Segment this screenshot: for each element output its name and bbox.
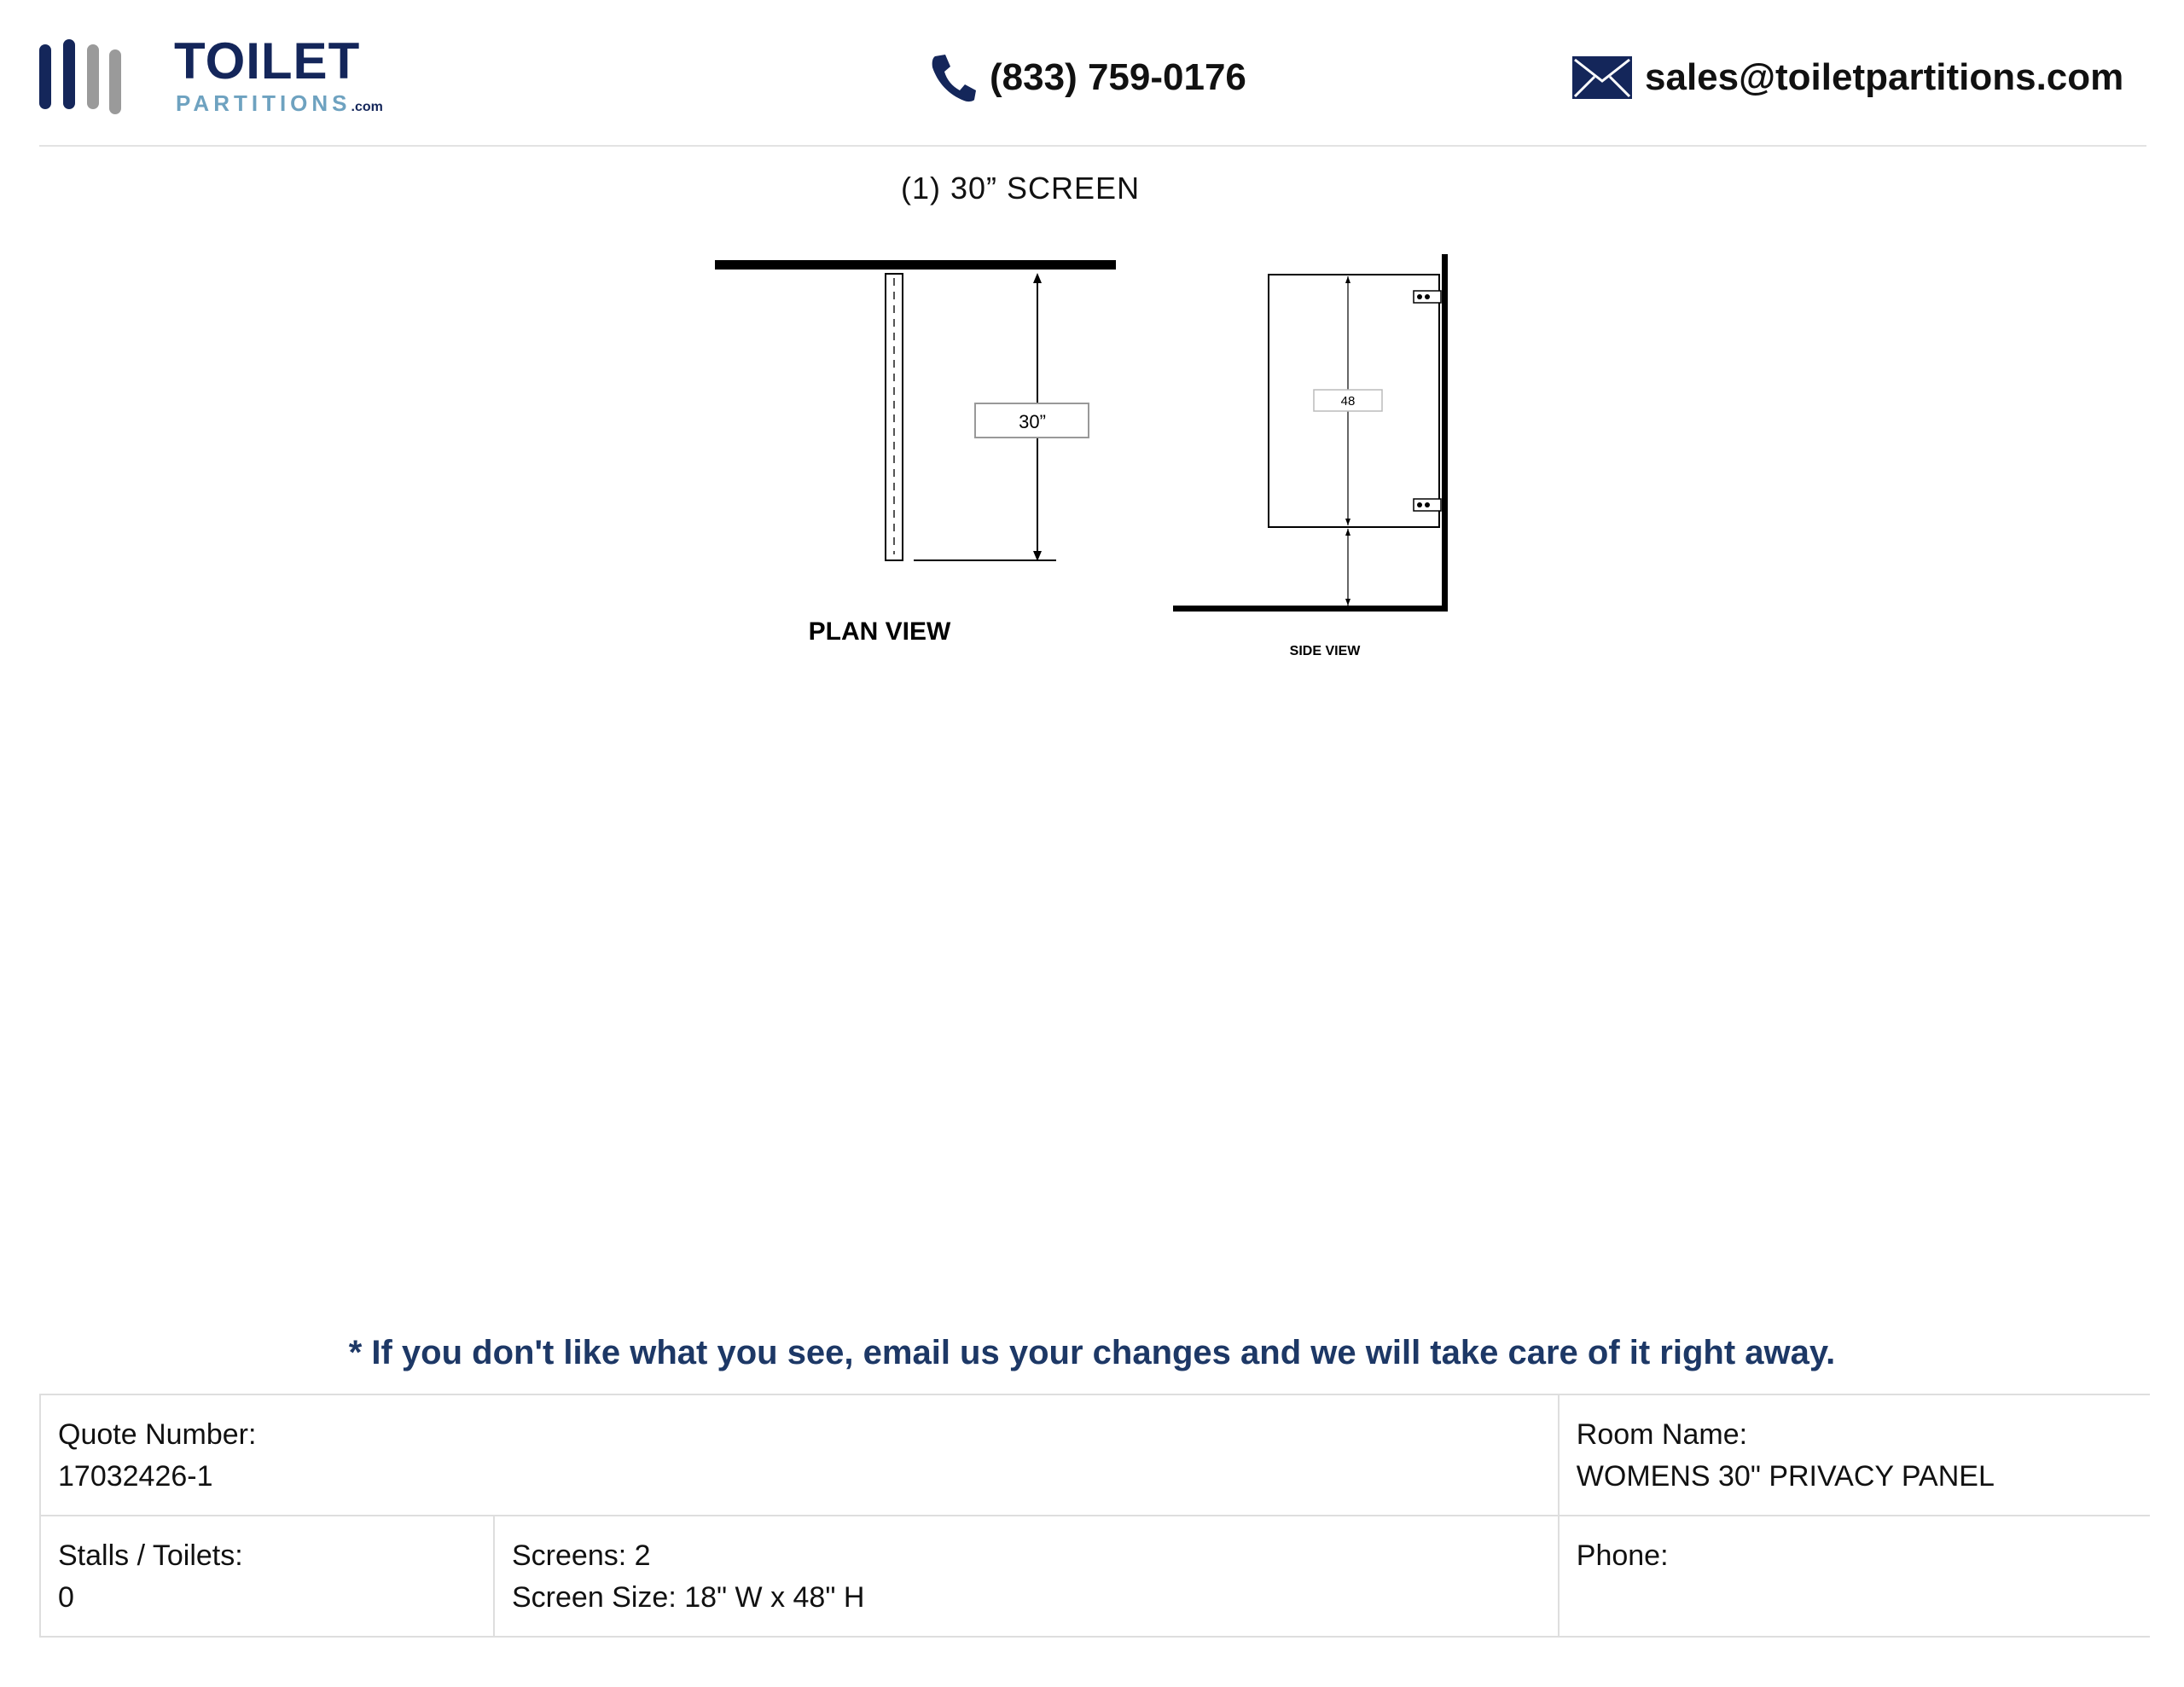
logo-domain-suffix: .com [351, 100, 383, 114]
partition-drawing [700, 239, 1467, 682]
logo-title: TOILET [174, 32, 361, 90]
bracket-bolt [1417, 502, 1422, 507]
plan-arrow-top [1033, 273, 1042, 283]
email-address[interactable]: sales@toiletpartitions.com [1645, 56, 2124, 98]
side-view [1173, 254, 1448, 658]
table-row [40, 1516, 2150, 1637]
quote-number-value: 17032426-1 [58, 1460, 213, 1493]
logo-subtitle [176, 92, 383, 114]
stalls-cell [40, 1516, 494, 1637]
company-logo[interactable] [38, 34, 413, 119]
quote-number-cell [40, 1394, 1559, 1516]
phone-contact[interactable] [930, 48, 1246, 107]
plan-dimension-label: 30” [1019, 411, 1046, 432]
page-header [0, 0, 2184, 147]
logo-bars-icon [38, 38, 123, 116]
screens-count: Screens: 2 [512, 1539, 651, 1572]
side-dimension-label: 48 [1340, 394, 1356, 409]
email-contact[interactable] [1571, 48, 2123, 107]
room-name-value: WOMENS 30" PRIVACY PANEL [1576, 1460, 1995, 1493]
stalls-value: 0 [58, 1581, 74, 1614]
side-view-label: SIDE VIEW [1289, 644, 1361, 658]
envelope-icon [1571, 55, 1633, 100]
room-name-label: Room Name: [1576, 1418, 1748, 1451]
side-clearance-arrow-top [1345, 529, 1350, 536]
plan-view-label: PLAN VIEW [808, 617, 951, 646]
phone-number[interactable]: (833) 759-0176 [990, 56, 1246, 98]
quote-number-label: Quote Number: [58, 1418, 257, 1451]
table-row [40, 1394, 2150, 1516]
side-floor [1173, 606, 1448, 612]
phone-label: Phone: [1576, 1539, 1669, 1572]
screens-cell [494, 1516, 1559, 1637]
bracket-bolt [1417, 294, 1422, 299]
plan-wall [715, 260, 1116, 270]
bracket-bolt [1425, 502, 1430, 507]
bracket-bolt [1425, 294, 1430, 299]
phone-icon [930, 53, 978, 102]
logo-subtitle-text: PARTITIONS [176, 90, 351, 116]
header-divider [39, 145, 2146, 147]
changes-notice: * If you don't like what you see, email us your changes and we will take care of it right away. [348, 1334, 1836, 1371]
stalls-label: Stalls / Toilets: [58, 1539, 243, 1572]
quote-details-table [39, 1394, 2150, 1638]
screen-size: Screen Size: 18" W x 48" H [512, 1581, 865, 1614]
plan-view [715, 260, 1116, 646]
room-name-cell [1559, 1394, 2150, 1516]
drawing-title: (1) 30” SCREEN [901, 171, 1141, 206]
side-clearance-arrow-bottom [1345, 599, 1350, 606]
side-wall [1442, 254, 1448, 611]
phone-cell [1559, 1516, 2150, 1637]
